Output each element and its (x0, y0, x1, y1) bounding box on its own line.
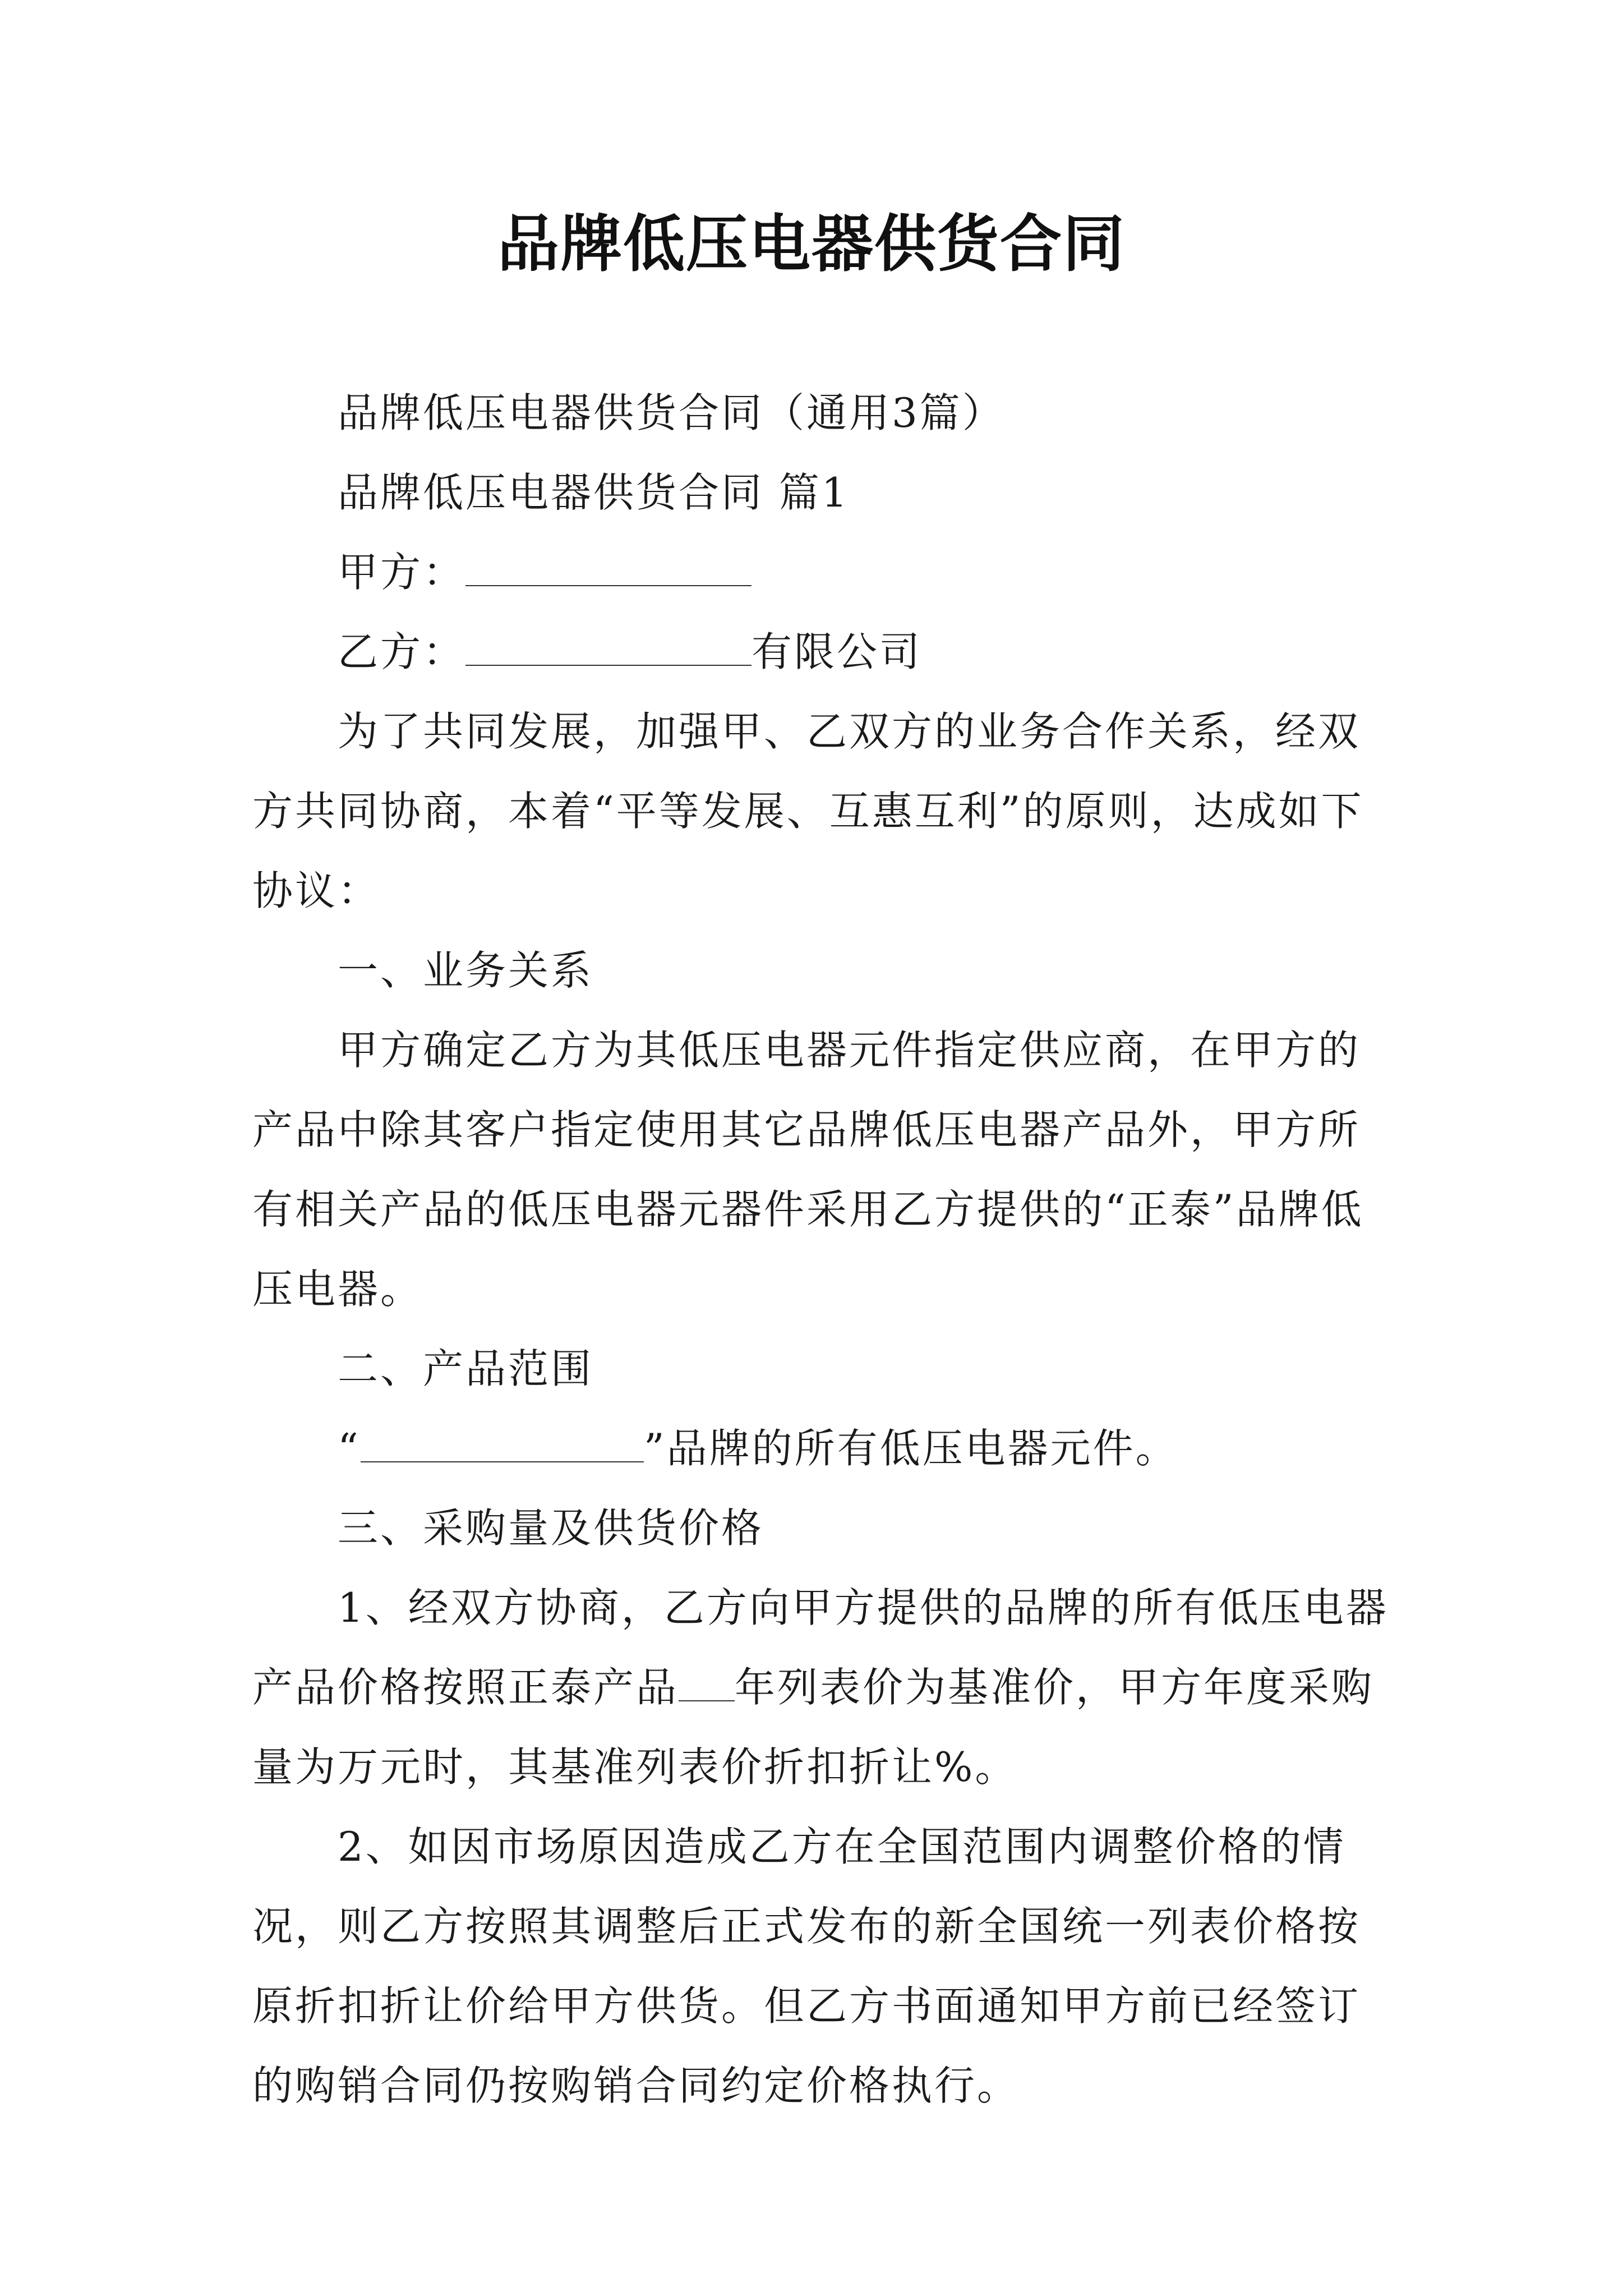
section-heading: 品牌低压电器供货合同 篇1 (338, 469, 850, 516)
document-body (252, 373, 1391, 2125)
document-title: 品牌低压电器供货合同 (497, 208, 1126, 280)
party-a-blank (465, 551, 751, 586)
clause-3-item-1 (252, 1568, 1391, 1807)
party-b-label: 乙方： (338, 628, 466, 675)
party-b-line (252, 612, 1391, 692)
clause-2-open-quote: “ (338, 1425, 361, 1472)
year-blank (679, 1667, 735, 1701)
clause-1-heading: 一、业务关系 (338, 947, 594, 994)
clause-2-text (252, 1409, 1391, 1488)
clause-3-heading: 三、采购量及供货价格 (338, 1504, 764, 1552)
intro-paragraph: 为了共同发展，加强甲、乙双方的业务合作关系，经双方共同协商，本着“平等发展、互惠互利”的原则，达成如下协议： (252, 708, 1364, 914)
clause-2-text-after: ”品牌的所有低压电器元件。 (643, 1425, 1178, 1472)
party-b-blank (465, 631, 751, 666)
clause-3-item-1-after: 年列表价为基准价，甲方年度采购量为万元时，其基准列表价折扣折让%。 (252, 1664, 1375, 1791)
party-a-line (252, 532, 1391, 612)
clause-1-text: 甲方确定乙方为其低压电器元件指定供应商，在甲方的产品中除其客户指定使用其它品牌低压电器产品外，甲方所有相关产品的低压电器元器件采用乙方提供的“正泰”品牌低压电器。 (252, 1027, 1364, 1313)
party-a-label: 甲方： (338, 549, 466, 596)
clause-2-heading: 二、产品范围 (338, 1345, 594, 1392)
brand-blank (361, 1428, 644, 1462)
clause-3-item-2: 2、如因市场原因造成乙方在全国范围内调整价格的情况，则乙方按照其调整后正式发布的新全国统一列表价格按原折扣折让价给甲方供货。但乙方书面通知甲方前已经签订的购销合同仍按购销合同约定价格执行。 (252, 1823, 1361, 2109)
document-subtitle: 品牌低压电器供货合同（通用3篇） (338, 389, 1005, 436)
party-b-suffix: 有限公司 (751, 628, 923, 675)
clause-3-item-1-before: 1、经双方协商，乙方向甲方提供的品牌的所有低压电器产品价格按照正泰产品 (252, 1584, 1389, 1711)
